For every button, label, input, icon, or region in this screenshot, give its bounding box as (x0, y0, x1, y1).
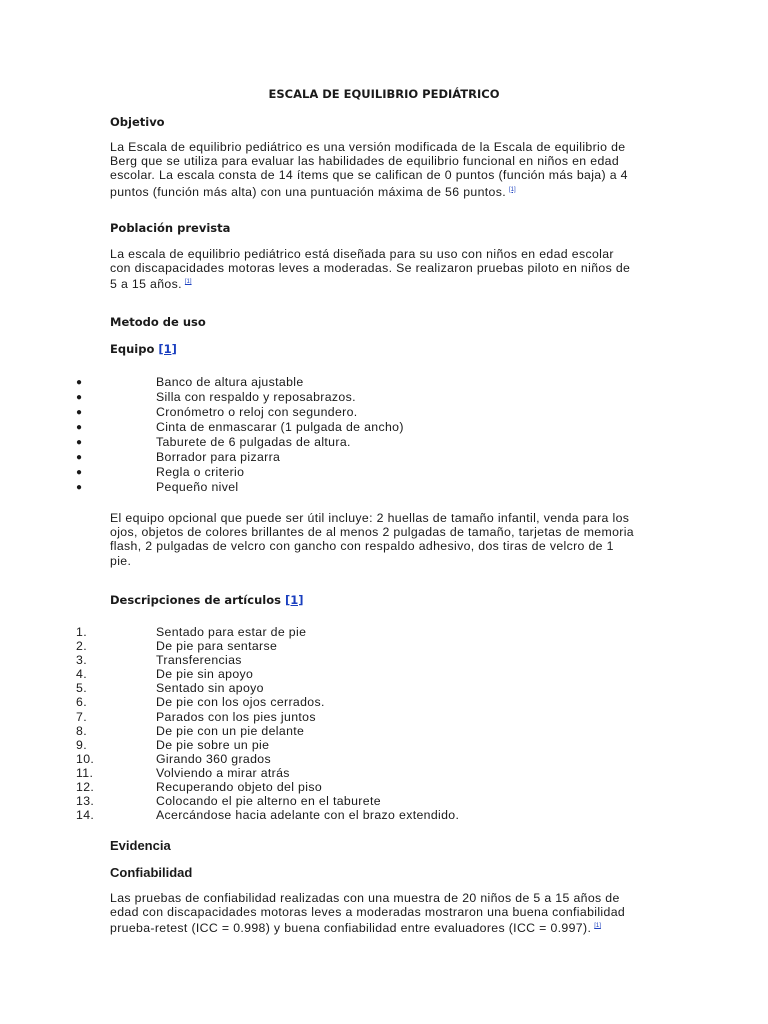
poblacion-line: La escala de equilibrio pediátrico está diseñada para su uso con niños en edad escolar (110, 247, 614, 261)
item-description-text: De pie sobre un pie (156, 737, 270, 752)
item-description-text: Parados con los pies juntos (156, 709, 316, 724)
reference-link[interactable]: [1] (158, 342, 177, 356)
equipment-item-text: Cronómetro o reloj con segundero. (156, 405, 358, 419)
heading-metodo: Metodo de uso (110, 315, 206, 329)
item-description (0, 710, 768, 724)
poblacion-line: 5 a 15 años. [1] (110, 277, 192, 292)
objetivo-line: escolar. La escala consta de 14 ítems que se califican de 0 puntos (función más baja) a 4 (110, 168, 628, 183)
item-description-text: Acercándose hacia adelante con el brazo extendido. (156, 808, 460, 823)
item-description (0, 780, 768, 794)
item-number: 8. (76, 723, 87, 738)
bullet-icon: ● (76, 467, 83, 478)
objetivo-line: Berg que se utiliza para evaluar las habilidades de equilibrio funcional en niños en edad (110, 154, 620, 169)
item-description-text: Sentado sin apoyo (156, 681, 264, 696)
confiabilidad-line: Las pruebas de confiabilidad realizadas con una muestra de 20 niños de 5 a 15 años de (110, 891, 620, 905)
item-description (0, 752, 768, 766)
item-description (0, 695, 768, 709)
item-number: 2. (76, 639, 87, 654)
item-number: 1. (76, 625, 87, 639)
item-description (0, 738, 768, 752)
item-description-text: Colocando el pie alterno en el taburete (156, 794, 381, 809)
item-number: 7. (76, 709, 87, 724)
equipment-item (0, 480, 768, 495)
equipment-item (0, 405, 768, 420)
item-description (0, 766, 768, 780)
equipment-item (0, 390, 768, 405)
equipment-item (0, 435, 768, 450)
equipment-item-text: Pequeño nivel (156, 480, 239, 494)
document-title: ESCALA DE EQUILIBRIO PEDIÁTRICO (268, 87, 500, 101)
item-number: 13. (76, 794, 95, 809)
equipment-item-text: Borrador para pizarra (156, 450, 281, 464)
opcional-line: flash, 2 pulgadas de velcro con gancho con respaldo adhesivo, dos tiras de velcro de 1 (110, 539, 614, 554)
bullet-icon: ● (76, 452, 83, 463)
item-description-text: De pie para sentarse (156, 639, 278, 654)
item-description (0, 681, 768, 695)
heading-poblacion: Población prevista (110, 221, 231, 235)
item-description (0, 794, 768, 808)
bullet-icon: ● (76, 422, 83, 433)
item-description-text: De pie con los ojos cerrados. (156, 695, 325, 710)
equipment-item-text: Taburete de 6 pulgadas de altura. (156, 435, 351, 449)
item-number: 5. (76, 681, 87, 696)
confiabilidad-line: prueba-retest (ICC = 0.998) y buena confiabilidad entre evaluadores (ICC = 0.997). [1] (110, 921, 601, 936)
bullet-icon: ● (76, 437, 83, 448)
item-number: 10. (76, 751, 95, 766)
paragraph-objetivo (110, 140, 658, 199)
heading-confiabilidad: Confiabilidad (110, 865, 193, 880)
item-description (0, 667, 768, 681)
item-description-text: Sentado para estar de pie (156, 625, 307, 639)
reference-link[interactable]: [1] (594, 923, 601, 930)
item-description-text: Recuperando objeto del piso (156, 780, 323, 795)
poblacion-line: con discapacidades motoras leves a moderadas. Se realizaron pruebas piloto en niños de (110, 261, 631, 276)
objetivo-line: La Escala de equilibrio pediátrico es una versión modificada de la Escala de equilibrio de (110, 140, 626, 154)
item-description-text: De pie con un pie delante (156, 723, 305, 738)
item-number: 11. (76, 765, 94, 780)
opcional-line: El equipo opcional que puede ser útil incluye: 2 huellas de tamaño infantil, venda para los (110, 511, 630, 525)
reference-link[interactable]: [1] (284, 593, 304, 607)
item-description (0, 808, 768, 822)
equipment-item-text: Regla o criterio (156, 465, 245, 479)
item-description-text: Transferencias (156, 653, 242, 668)
item-description (0, 625, 768, 639)
item-description (0, 724, 768, 738)
equipment-item (0, 420, 768, 435)
equipment-item-text: Silla con respaldo y reposabrazos. (156, 390, 356, 404)
equipment-list (0, 375, 768, 495)
opcional-line: ojos, objetos de colores brillantes de al menos 2 pulgadas de tamaño, tarjetas de memoria (110, 525, 634, 540)
heading-equipo: Equipo [1] (110, 342, 177, 356)
item-description-text: Volviendo a mirar atrás (156, 765, 290, 780)
item-number: 9. (76, 737, 87, 752)
reference-link[interactable]: [1] (509, 186, 516, 193)
heading-evidencia: Evidencia (110, 838, 171, 853)
item-number: 12. (76, 780, 95, 795)
reference-link[interactable]: [1] (184, 279, 192, 286)
paragraph-poblacion (110, 247, 658, 292)
item-number: 4. (76, 667, 87, 682)
heading-objetivo: Objetivo (110, 115, 165, 129)
item-number: 6. (76, 695, 87, 710)
heading-descripciones: Descripciones de artículos [1] (110, 593, 304, 607)
item-description (0, 653, 768, 667)
bullet-icon: ● (76, 407, 83, 418)
equipment-item (0, 375, 768, 390)
equipment-item (0, 450, 768, 465)
paragraph-equipo-opcional (110, 511, 658, 568)
item-description-text: Girando 360 grados (156, 751, 271, 766)
bullet-icon: ● (76, 482, 83, 493)
item-descriptions-list (0, 625, 768, 822)
equipment-item-text: Banco de altura ajustable (156, 375, 304, 389)
equipment-item (0, 465, 768, 480)
objetivo-line: puntos (función más alta) con una puntuación máxima de 56 puntos. [1] (110, 184, 516, 199)
opcional-line: pie. (110, 553, 132, 568)
item-description-text: De pie sin apoyo (156, 667, 254, 682)
bullet-icon: ● (76, 392, 83, 403)
confiabilidad-line: edad con discapacidades motoras leves a moderadas mostraron una buena confiabilidad (110, 905, 626, 920)
item-description (0, 639, 768, 653)
item-number: 3. (76, 653, 87, 668)
equipment-item-text: Cinta de enmascarar (1 pulgada de ancho) (156, 420, 404, 434)
bullet-icon: ● (76, 377, 83, 388)
paragraph-confiabilidad (110, 891, 658, 936)
item-number: 14. (76, 808, 95, 823)
